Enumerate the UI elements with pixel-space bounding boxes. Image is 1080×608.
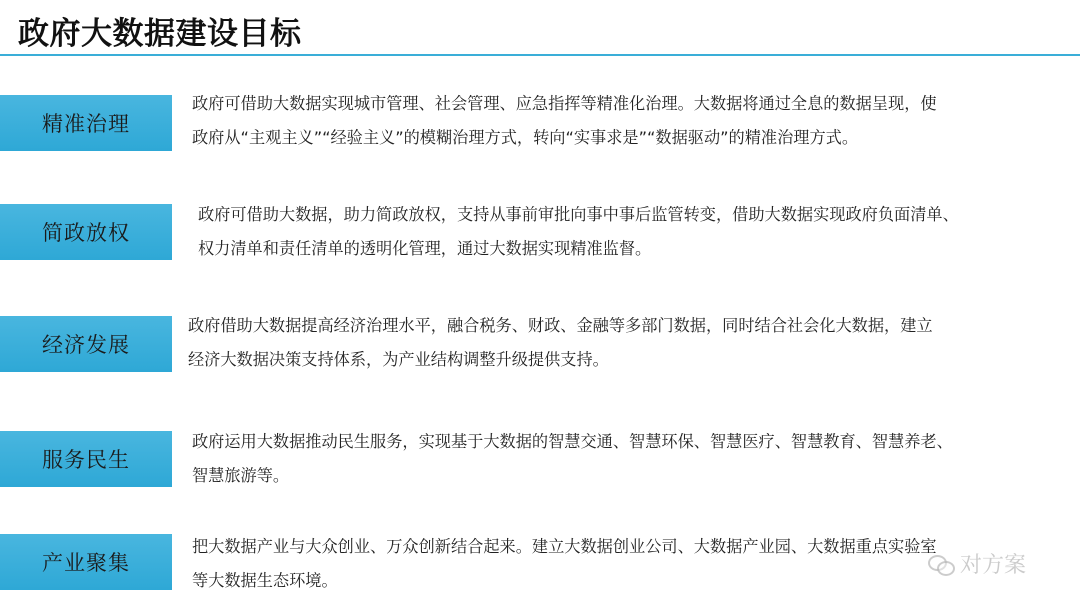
goal-label: 简政放权 (0, 204, 172, 260)
goal-label: 产业聚集 (0, 534, 172, 590)
goal-description (192, 87, 937, 155)
description-line: 政府运用大数据推动民生服务，实现基于大数据的智慧交通、智慧环保、智慧医疗、智慧教育、智慧养老、 (192, 432, 953, 451)
goal-label: 精准治理 (0, 95, 172, 151)
description-line: 智慧旅游等。 (192, 466, 290, 485)
goal-description (188, 309, 933, 377)
goal-label: 经济发展 (0, 316, 172, 372)
goal-description (192, 425, 953, 493)
goal-label: 服务民生 (0, 431, 172, 487)
wechat-icon (928, 553, 954, 575)
title-divider (0, 54, 1080, 56)
description-line: 权力清单和责任清单的透明化管理，通过大数据实现精准监督。 (198, 239, 652, 258)
goal-description (198, 198, 959, 266)
watermark-text: 对方案 (960, 553, 1027, 578)
description-line: 政府可借助大数据实现城市管理、社会管理、应急指挥等精准化治理。大数据将通过全息的数据呈现，使 (192, 94, 937, 113)
description-line: 等大数据生态环境。 (192, 571, 338, 590)
page-title: 政府大数据建设目标 (18, 16, 302, 52)
description-line: 经济大数据决策支持体系，为产业结构调整升级提供支持。 (188, 350, 609, 369)
description-line: 政府可借助大数据，助力简政放权，支持从事前审批向事中事后监管转变，借助大数据实现政府负面清单、 (198, 205, 959, 224)
description-line: 政府从“主观主义”“经验主义”的模糊治理方式，转向“实事求是”“数据驱动”的精准治理方式。 (192, 128, 859, 147)
goal-description (192, 530, 937, 598)
description-line: 把大数据产业与大众创业、万众创新结合起来。建立大数据创业公司、大数据产业园、大数据重点实验室 (192, 537, 937, 556)
watermark (928, 548, 1026, 579)
description-line: 政府借助大数据提高经济治理水平，融合税务、财政、金融等多部门数据，同时结合社会化大数据，建立 (188, 316, 933, 335)
